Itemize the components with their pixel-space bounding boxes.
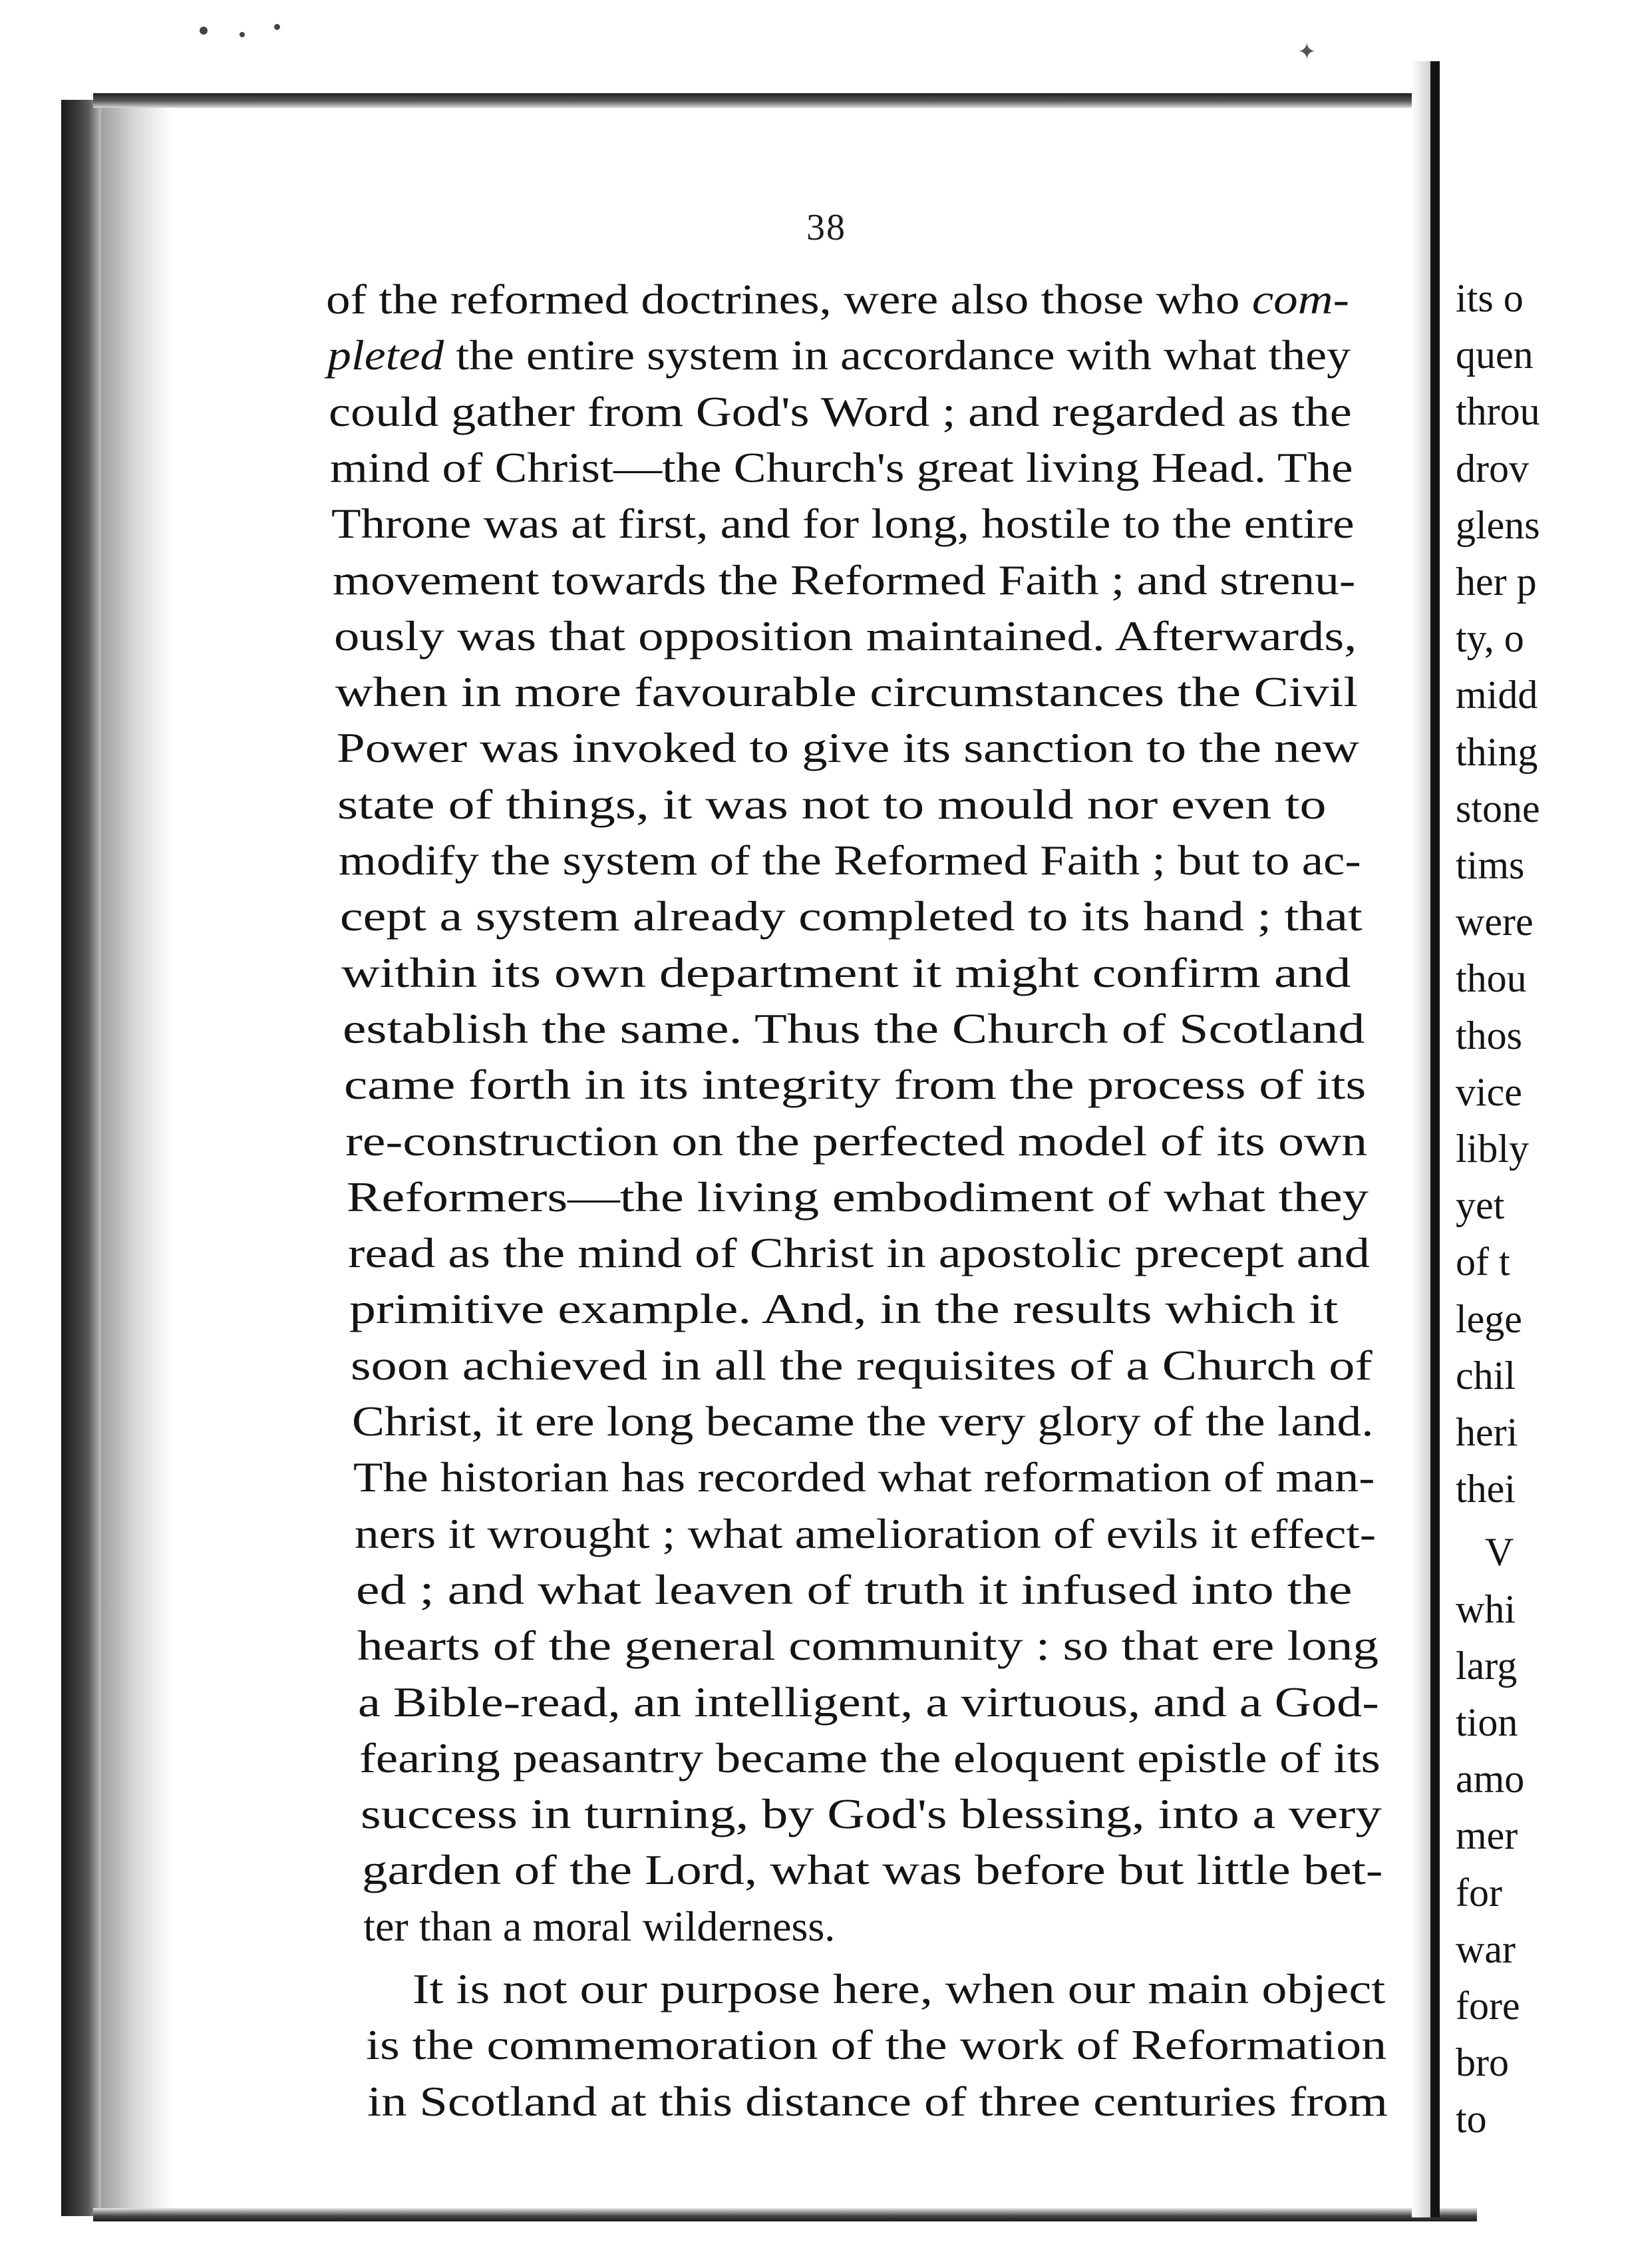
page-number: 38 xyxy=(806,207,846,248)
text-line: re-construction on the perfected model of its own xyxy=(345,1117,1368,1165)
adjacent-line-fragment: amo xyxy=(1456,1757,1525,1801)
adjacent-line-fragment: ty, o xyxy=(1456,616,1524,661)
adjacent-line-fragment: whi xyxy=(1456,1587,1516,1631)
text-line: movement towards the Reformed Faith ; and strenu- xyxy=(332,556,1356,604)
adjacent-line-fragment: to xyxy=(1456,2097,1487,2142)
adjacent-line-fragment: vice xyxy=(1456,1069,1522,1114)
adjacent-line-fragment: libly xyxy=(1456,1127,1530,1171)
text-line: Christ, it ere long became the very glory of the land. xyxy=(351,1398,1374,1445)
text-line: ously was that opposition maintained. Afterwards, xyxy=(333,612,1357,660)
adjacent-line-fragment: quen xyxy=(1456,333,1534,377)
text-line: Power was invoked to give its sanction to the new xyxy=(336,724,1359,772)
text-line: cept a system already completed to its hand ; that xyxy=(340,892,1363,940)
adjacent-line-fragment: midd xyxy=(1456,673,1538,717)
adjacent-line-fragment: yet xyxy=(1456,1183,1505,1228)
adjacent-line-fragment: mer xyxy=(1456,1813,1518,1858)
text-line: of the reformed doctrines, were also those who com- xyxy=(326,276,1349,323)
adjacent-line-fragment: its o xyxy=(1456,276,1524,320)
adjacent-line-fragment: fore xyxy=(1456,1984,1520,2028)
text-line: mind of Christ—the Church's great living Head. The xyxy=(329,443,1353,491)
adjacent-line-fragment: glens xyxy=(1456,502,1540,547)
text-line: hearts of the general community : so that ere long xyxy=(357,1622,1379,1670)
adjacent-line-fragment: thou xyxy=(1456,956,1527,1001)
adjacent-line-fragment: larg xyxy=(1456,1643,1518,1688)
adjacent-line-fragment: of t xyxy=(1456,1240,1510,1284)
adjacent-line-fragment: tion xyxy=(1456,1700,1518,1744)
text-line: establish the same. Thus the Church of Scotland xyxy=(343,1004,1365,1052)
text-line: The historian has recorded what reformation of man- xyxy=(353,1453,1375,1501)
text-line: success in turning, by God's blessing, into a very xyxy=(361,1790,1382,1838)
adjacent-line-fragment: stone xyxy=(1456,786,1540,831)
text-line: ed ; and what leaven of truth it infused into the xyxy=(355,1565,1352,1613)
text-line: soon achieved in all the requisites of a Church of xyxy=(350,1341,1373,1389)
adjacent-line-fragment: thing xyxy=(1456,729,1538,774)
text-line: could gather from God's Word ; and regarded as the xyxy=(328,387,1352,435)
adjacent-line-fragment: lege xyxy=(1456,1296,1522,1341)
text-line: a Bible-read, an intelligent, a virtuous, and a God- xyxy=(358,1678,1380,1726)
text-line: when in more favourable circumstances the Civil xyxy=(335,668,1358,716)
text-line: primitive example. And, in the results which it xyxy=(349,1285,1339,1333)
text-line: It is not our purpose here, when our main object xyxy=(412,1965,1386,2012)
text-line: ter than a moral wilderness. xyxy=(363,1902,836,1950)
text-line: modify the system of the Reformed Faith ; but to ac- xyxy=(339,837,1362,884)
adjacent-line-fragment: drov xyxy=(1456,446,1529,490)
text-line: garden of the Lord, what was before but little bet- xyxy=(362,1846,1383,1894)
adjacent-line-fragment: thos xyxy=(1456,1013,1523,1057)
text-line: came forth in its integrity from the process of its xyxy=(344,1061,1367,1109)
adjacent-line-fragment: war xyxy=(1456,1927,1516,1971)
text-line: read as the mind of Christ in apostolic precept and xyxy=(347,1229,1370,1277)
adjacent-line-fragment: her p xyxy=(1456,560,1537,604)
adjacent-line-fragment: tims xyxy=(1456,843,1525,887)
adjacent-line-fragment: chil xyxy=(1456,1353,1516,1398)
adjacent-line-fragment: bro xyxy=(1456,2040,1509,2085)
adjacent-line-fragment: thei xyxy=(1456,1467,1516,1511)
text-line: ners it wrought ; what amelioration of evils it effect- xyxy=(354,1509,1376,1557)
text-line: state of things, it was not to mould nor even to xyxy=(337,780,1327,828)
text-line: pleted the entire system in accordance with what they xyxy=(327,331,1351,379)
corner-speck: ✦ xyxy=(1297,40,1317,65)
adjacent-line-fragment: heri xyxy=(1456,1410,1518,1454)
text-line: is the commemoration of the work of Reformation xyxy=(366,2021,1387,2069)
adjacent-line-fragment: V xyxy=(1485,1530,1514,1575)
text-line: Reformers—the living embodiment of what they xyxy=(347,1173,1369,1221)
text-line: Throne was at first, and for long, hostile to the entire xyxy=(331,500,1355,548)
text-line: in Scotland at this distance of three centuries from xyxy=(367,2077,1388,2125)
text-line: within its own department it might confirm and xyxy=(341,948,1351,996)
adjacent-line-fragment: were xyxy=(1456,900,1534,944)
adjacent-line-fragment: throu xyxy=(1456,389,1540,434)
adjacent-line-fragment: for xyxy=(1456,1870,1502,1915)
text-line: fearing peasantry became the eloquent epistle of its xyxy=(359,1734,1381,1782)
